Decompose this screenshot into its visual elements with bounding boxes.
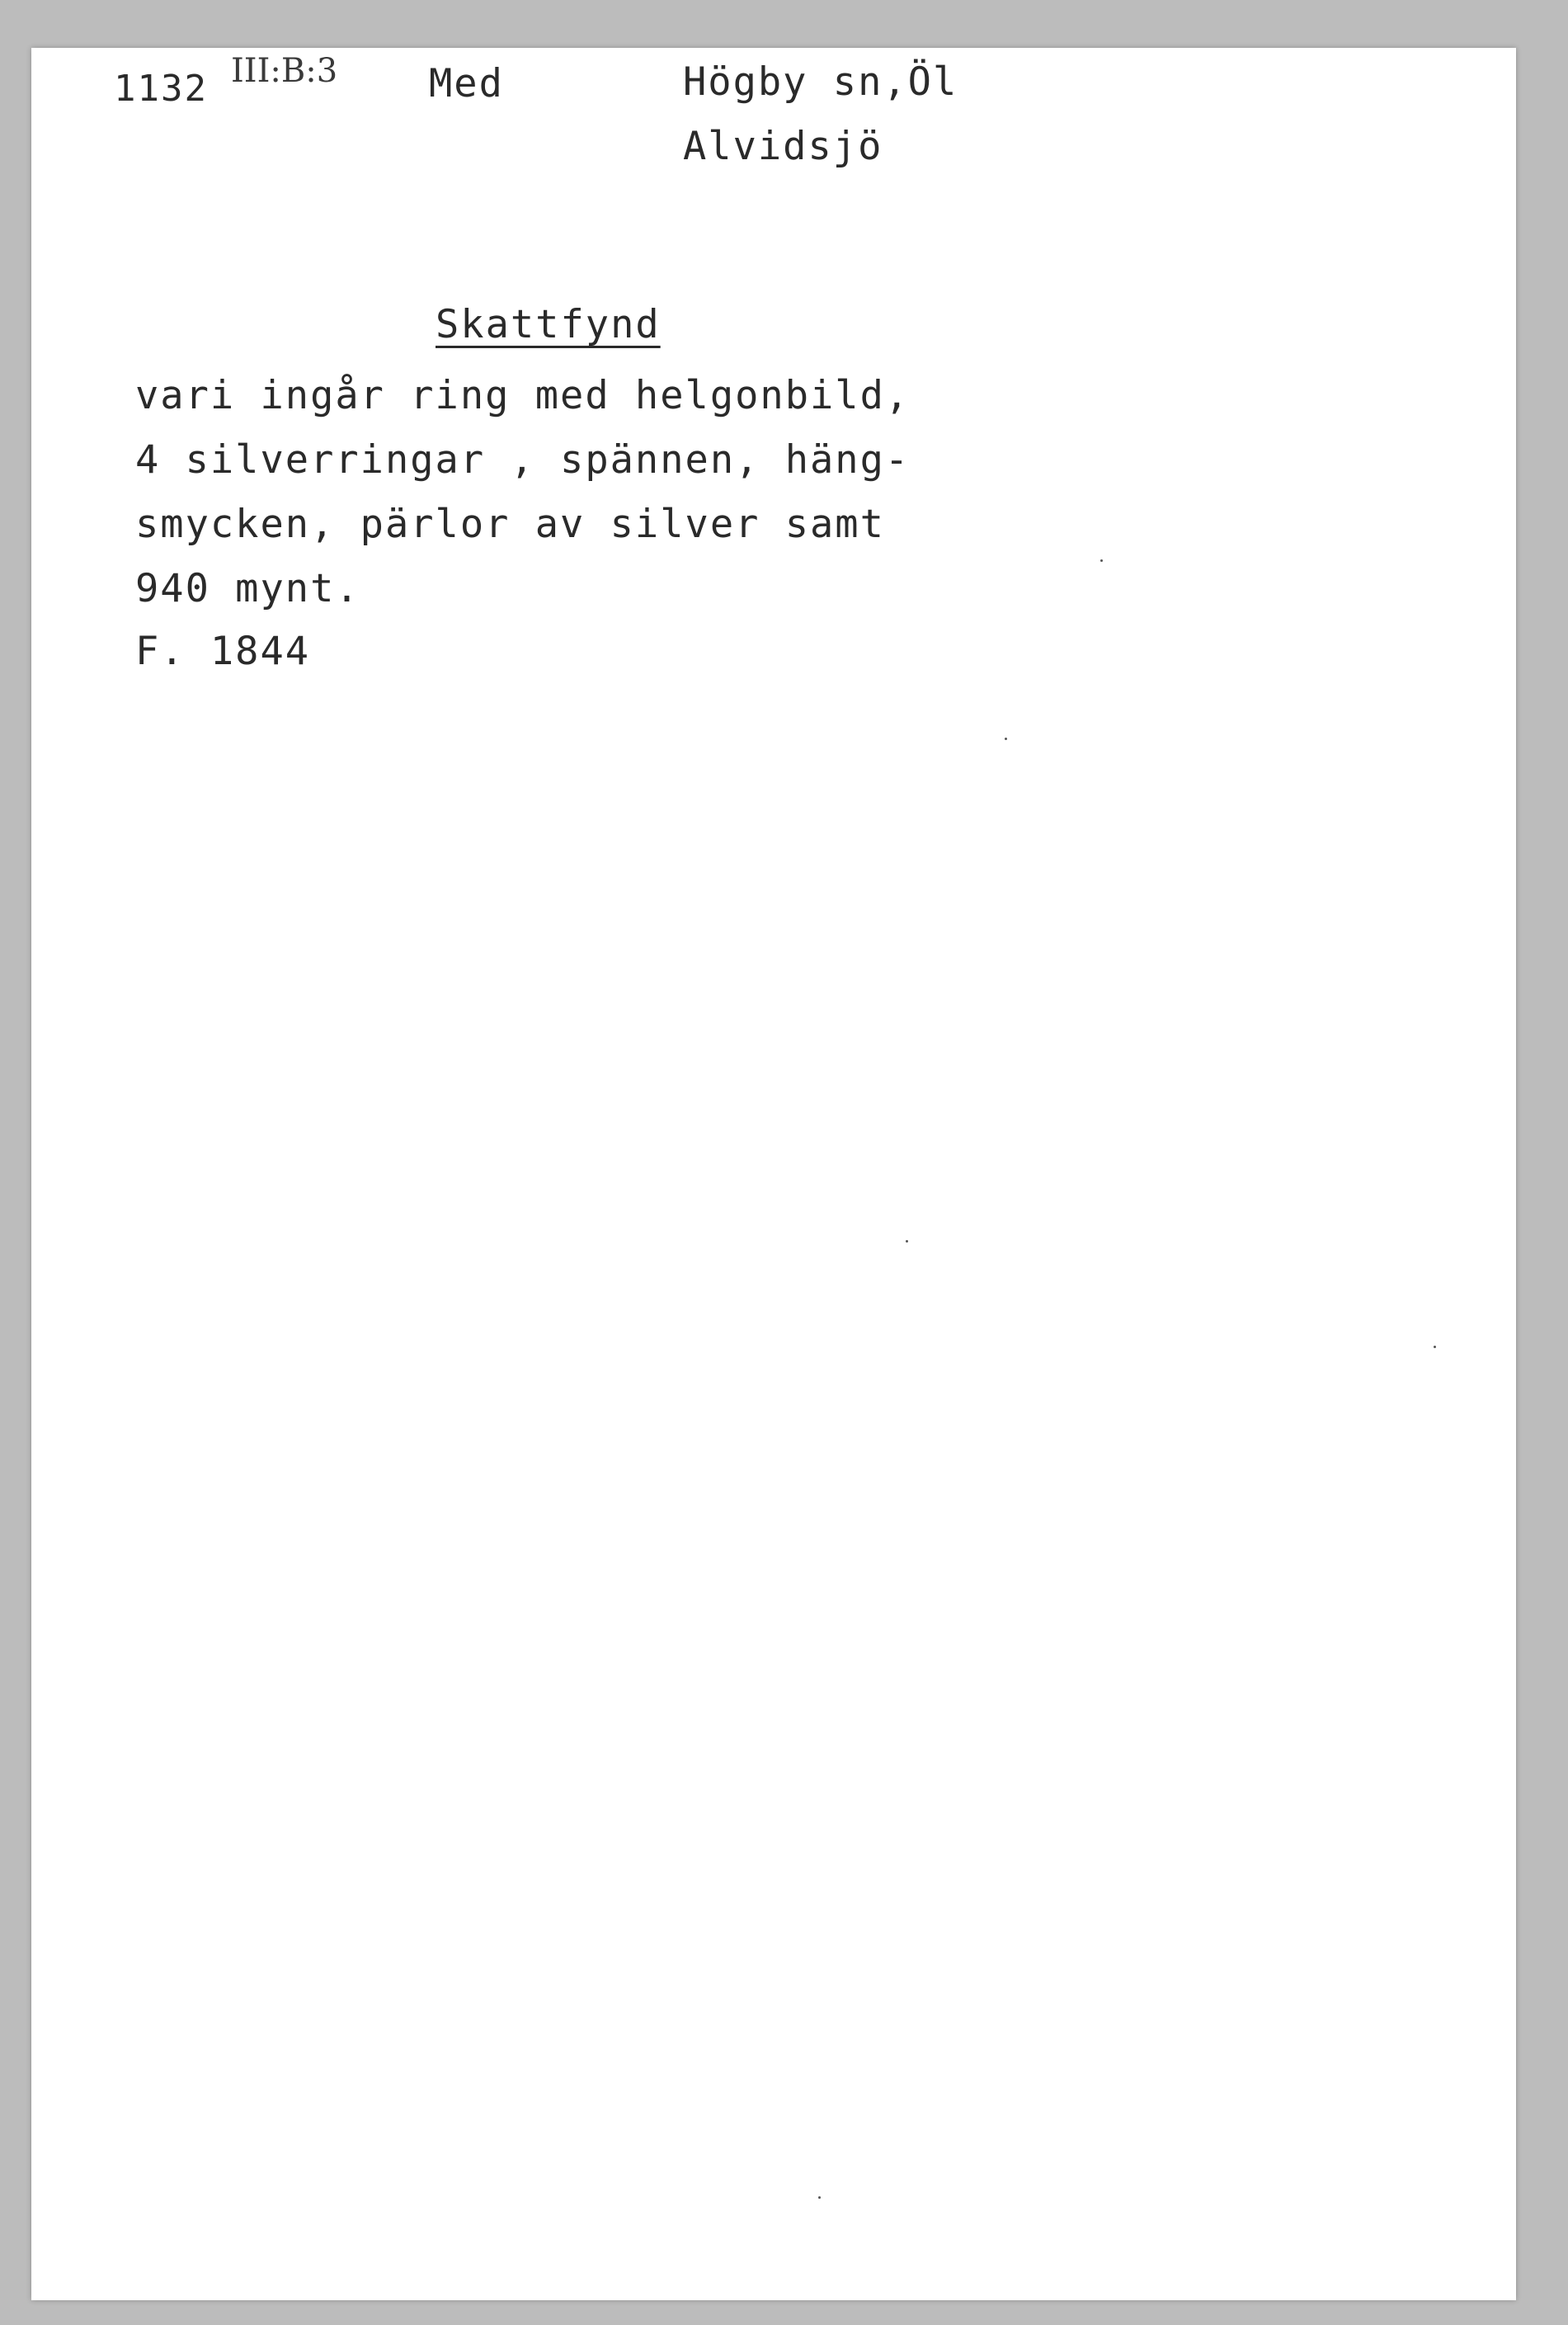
description-line-3: smycken, pärlor av silver samt (135, 502, 885, 547)
place-locality: Alvidsjö (683, 124, 883, 169)
paper-speck (818, 2196, 821, 2199)
paper-speck (1100, 559, 1103, 562)
paper-sheet (31, 48, 1516, 2300)
shelf-mark-handwritten: III:B:3 (231, 52, 338, 90)
description-line-2: 4 silverringar , spännen, häng- (135, 437, 911, 483)
place-parish: Högby sn,Öl (683, 59, 958, 105)
description-line-4: 940 mynt. (135, 566, 360, 611)
paper-speck (1434, 1346, 1436, 1348)
paper-speck (906, 1240, 908, 1243)
document-title: Skattfynd (436, 302, 661, 347)
description-line-5: F. 1844 (135, 629, 311, 674)
category-label: Med (429, 61, 504, 106)
paper-speck (1005, 738, 1007, 740)
catalog-number: 1132 (114, 68, 208, 110)
description-line-1: vari ingår ring med helgonbild, (135, 373, 911, 418)
